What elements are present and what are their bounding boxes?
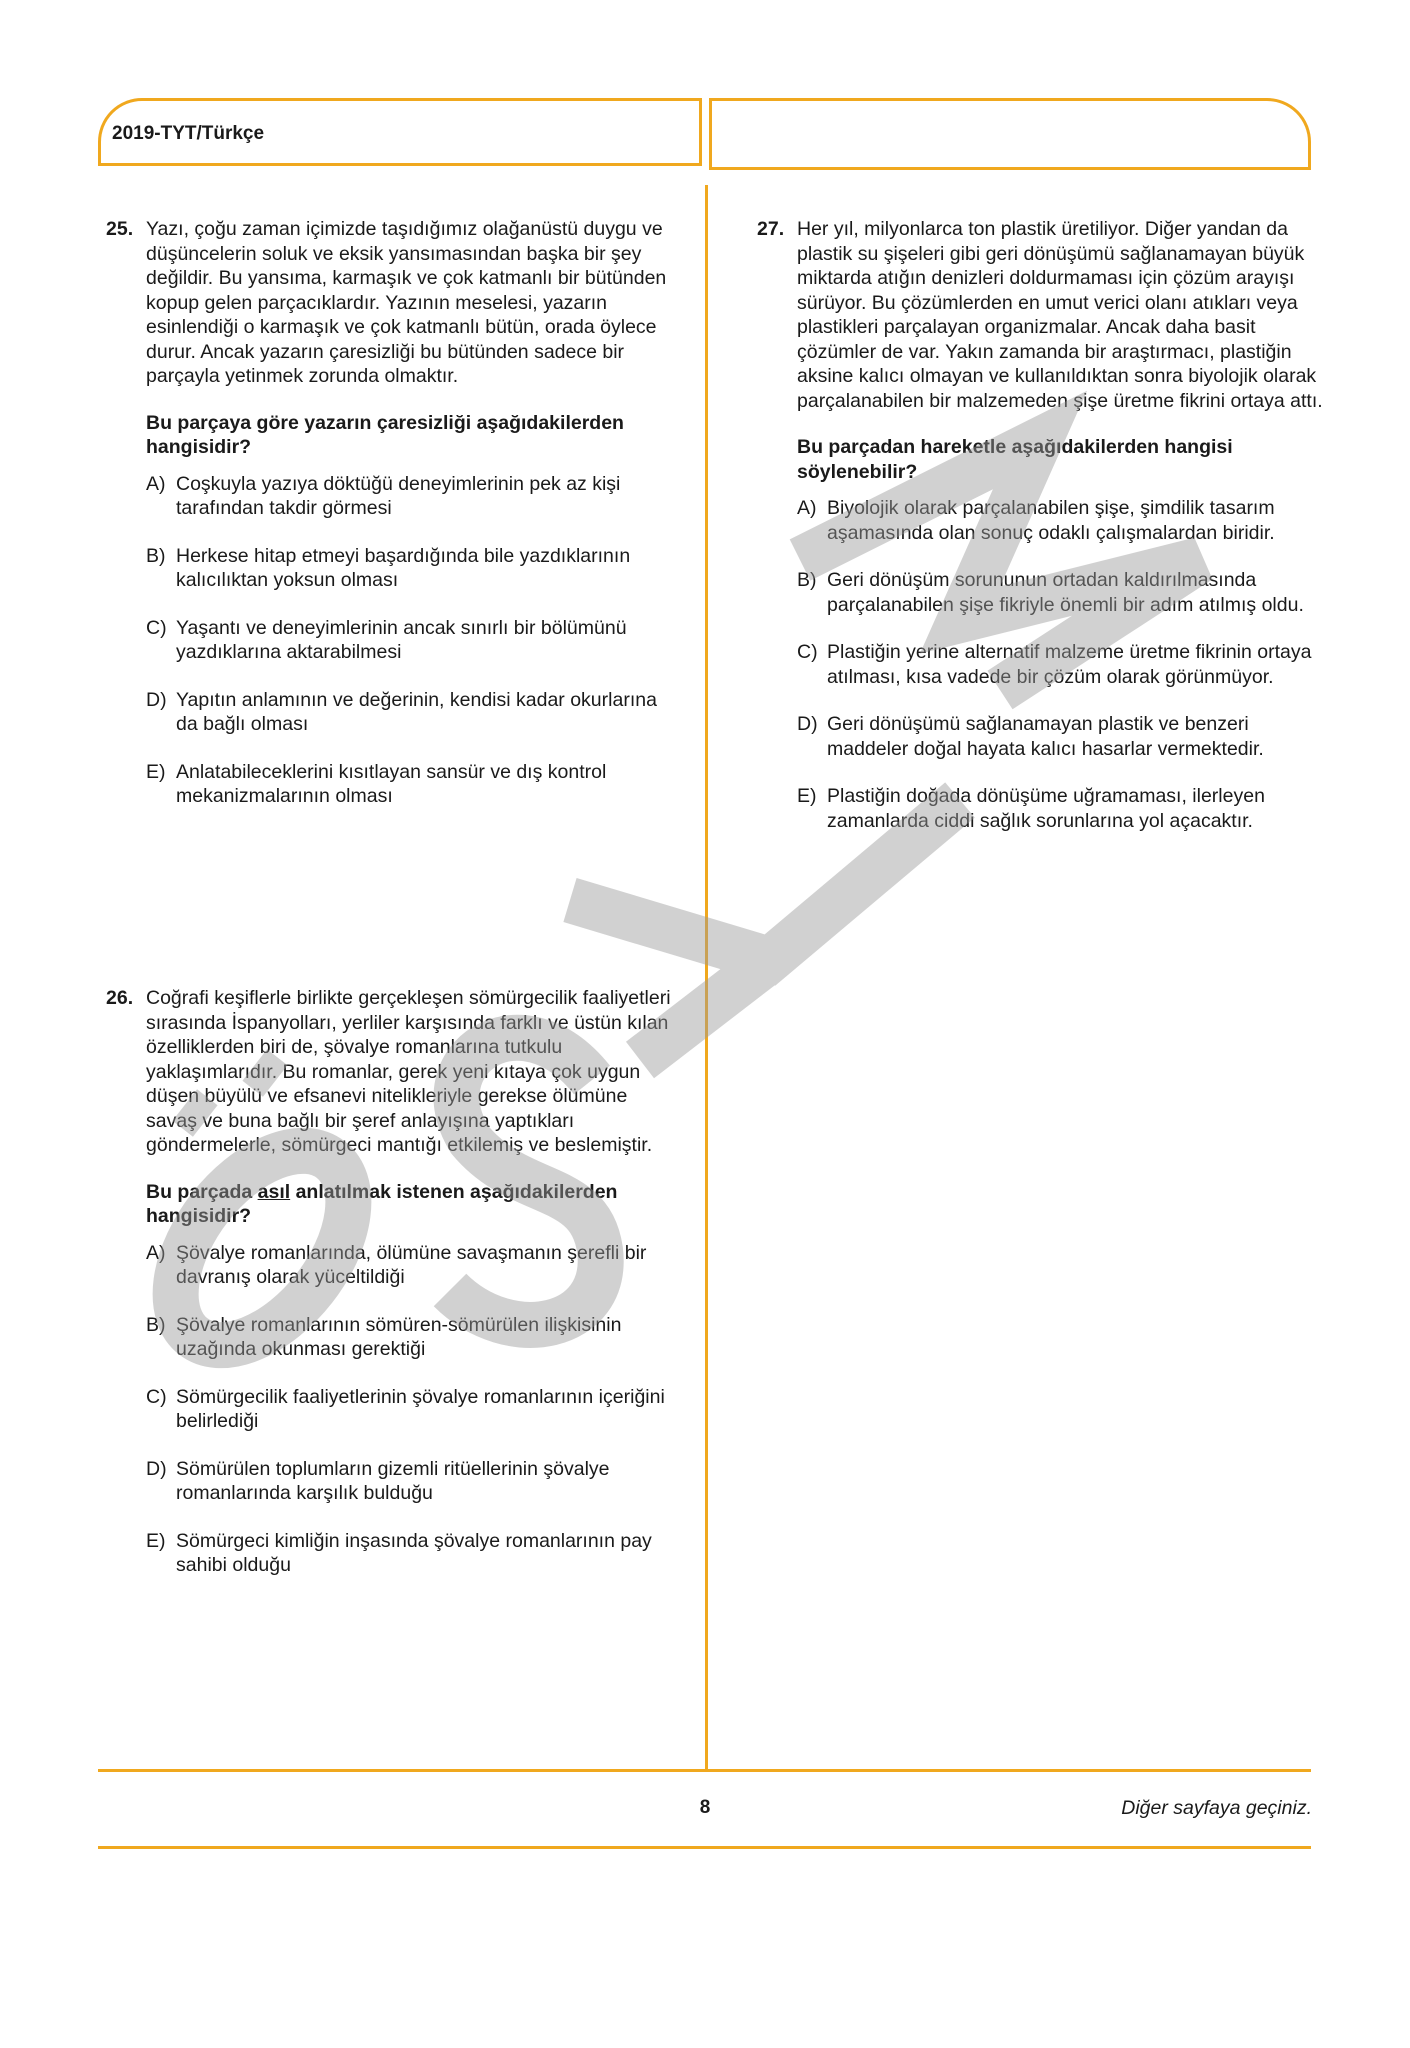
option-letter: C) (146, 616, 167, 639)
option-text: Plastiğin yerine alternatif malzeme üretme fikrinin ortaya atılması, kısa vadede bir çözüm olarak görünmüyor. (827, 641, 1312, 688)
question-passage: Her yıl, milyonlarca ton plastik üretiliyor. Diğer yandan da plastik su şişeleri gibi geri dönüşümü sağlanamayan büyük miktarda atığın denizleri doldurmaması için çözüm arayışı sürüyor. Bu çözümlerden en umut verici olanı atıkları veya plastikleri parçalayan organizmalar. Ancak daha basit çözümler de var. Yakın zamanda bir araştırmacı, plastiğin aksine kalıcı olmayan ve kullanıldıktan sonra biyolojik olarak parçalanabilen bir malzemeden şişe üretme fikrini ortaya attı. (797, 218, 1323, 412)
question-27 (757, 217, 1325, 856)
option-letter: E) (146, 1529, 166, 1552)
answer-option-e[interactable] (146, 760, 674, 809)
option-letter: A) (146, 472, 166, 495)
answer-option-b[interactable] (797, 568, 1325, 617)
option-letter: B) (146, 1313, 166, 1336)
answer-option-a[interactable] (146, 472, 674, 521)
answer-option-a[interactable] (797, 496, 1325, 545)
question-26 (106, 986, 674, 1601)
option-letter: A) (146, 1241, 166, 1264)
option-text: Herkese hitap etmeyi başardığında bile yazdıklarının kalıcılıktan yoksun olması (176, 544, 631, 591)
option-text: Coşkuyla yazıya döktüğü deneyimlerinin pek az kişi tarafından takdir görmesi (176, 472, 621, 519)
answer-option-b[interactable] (146, 1313, 674, 1362)
answer-option-e[interactable] (797, 784, 1325, 833)
option-letter: D) (146, 688, 167, 711)
answer-option-b[interactable] (146, 544, 674, 593)
option-letter: C) (146, 1385, 167, 1408)
answer-option-c[interactable] (146, 616, 674, 665)
prompt-part: anlatılmak istenen aşağıdakilerden hangisidir? (146, 1180, 618, 1227)
answer-option-d[interactable] (146, 1457, 674, 1506)
option-text: Yapıtın anlamının ve değerinin, kendisi kadar okurlarına da bağlı olması (176, 688, 657, 735)
question-prompt (146, 1180, 674, 1229)
option-letter: C) (797, 641, 818, 663)
option-text: Sömürgecilik faaliyetlerinin şövalye romanlarının içeriğini belirlediği (176, 1385, 665, 1432)
option-letter: A) (797, 497, 817, 519)
page-number: 8 (699, 1797, 711, 1818)
question-number: 27. (757, 218, 785, 240)
question-passage: Yazı, çoğu zaman içimizde taşıdığımız olağanüstü duygu ve düşüncelerin soluk ve eksik yansımasından başka bir şey değildir. Bu yansıma, karmaşık ve çok katmanlı bir bütünden kopup gelen parçacıklardır. Yazının meselesi, yazarın esinlendiği o karmaşık ve çok katmanlı bütün, orada öylece durur. Ancak yazarın çaresizliği bu bütünden sadece bir parçayla yetinmek zorunda olmaktır. (146, 218, 667, 387)
option-text: Plastiğin doğada dönüşüme uğramaması, ilerleyen zamanlarda ciddi sağlık sorunlarına yol açacaktır. (827, 785, 1265, 832)
question-prompt: Bu parçadan hareketle aşağıdakilerden hangisi söylenebilir? (797, 436, 1233, 483)
question-number: 26. (106, 987, 134, 1009)
option-letter: B) (797, 569, 817, 591)
option-letter: D) (797, 713, 818, 735)
prompt-underlined-word: asıl (257, 1180, 291, 1203)
option-text: Biyolojik olarak parçalanabilen şişe, şimdilik tasarım aşamasında olan sonuç odaklı çalışmalardan biridir. (827, 497, 1275, 544)
answer-option-c[interactable] (797, 640, 1325, 689)
answer-option-c[interactable] (146, 1385, 674, 1434)
question-prompt: Bu parçaya göre yazarın çaresizliği aşağıdakilerden hangisidir? (146, 411, 624, 458)
option-text: Şövalye romanlarında, ölümüne savaşmanın şerefli bir davranış olarak yüceltildiği (176, 1241, 647, 1288)
prompt-part: Bu parçada (146, 1180, 258, 1203)
question-passage: Coğrafi keşiflerle birlikte gerçekleşen sömürgecilik faaliyetleri sırasında İspanyolları, yerliler karşısında farklı ve üstün kılan özelliklerden biri de, şövalye romanlarına tutkulu yaklaşımlarıdır. Bu romanlar, gerek yeni kıtaya çok uygun düşen büyülü ve efsanevi nitelikleriyle gerekse ölümüne savaş ve buna bağlı bir şeref anlayışına yaptıkları göndermelerle, sömürgeci mantığı etkilemiş ve beslemiştir. (146, 987, 671, 1156)
option-letter: D) (146, 1457, 167, 1480)
option-letter: E) (797, 785, 817, 807)
header-right-box (709, 98, 1311, 170)
next-page-note: Diğer sayfaya geçiniz. (1121, 1797, 1312, 1819)
footer-top-line (98, 1769, 1311, 1772)
question-25 (106, 217, 674, 832)
question-number: 25. (106, 218, 134, 240)
option-letter: E) (146, 760, 166, 783)
footer-bottom-line (98, 1846, 1311, 1849)
option-text: Anlatabileceklerini kısıtlayan sansür ve dış kontrol mekanizmalarının olması (176, 760, 607, 807)
exam-title: 2019-TYT/Türkçe (112, 123, 265, 144)
column-divider (705, 185, 708, 1770)
option-text: Şövalye romanlarının sömüren-sömürülen ilişkisinin uzağında okunması gerektiği (176, 1313, 622, 1360)
option-text: Sömürülen toplumların gizemli ritüellerinin şövalye romanlarında karşılık bulduğu (176, 1457, 610, 1504)
answer-option-d[interactable] (146, 688, 674, 737)
option-text: Sömürgeci kimliğin inşasında şövalye romanlarının pay sahibi olduğu (176, 1529, 652, 1576)
option-text: Yaşantı ve deneyimlerinin ancak sınırlı bir bölümünü yazdıklarına aktarabilmesi (176, 616, 627, 663)
answer-option-d[interactable] (797, 712, 1325, 761)
option-text: Geri dönüşüm sorununun ortadan kaldırılmasında parçalanabilen şişe fikriyle önemli bir adım atılmış oldu. (827, 569, 1304, 616)
option-text: Geri dönüşümü sağlanamayan plastik ve benzeri maddeler doğal hayata kalıcı hasarlar vermektedir. (827, 713, 1264, 760)
answer-option-e[interactable] (146, 1529, 674, 1578)
option-letter: B) (146, 544, 166, 567)
answer-option-a[interactable] (146, 1241, 674, 1290)
